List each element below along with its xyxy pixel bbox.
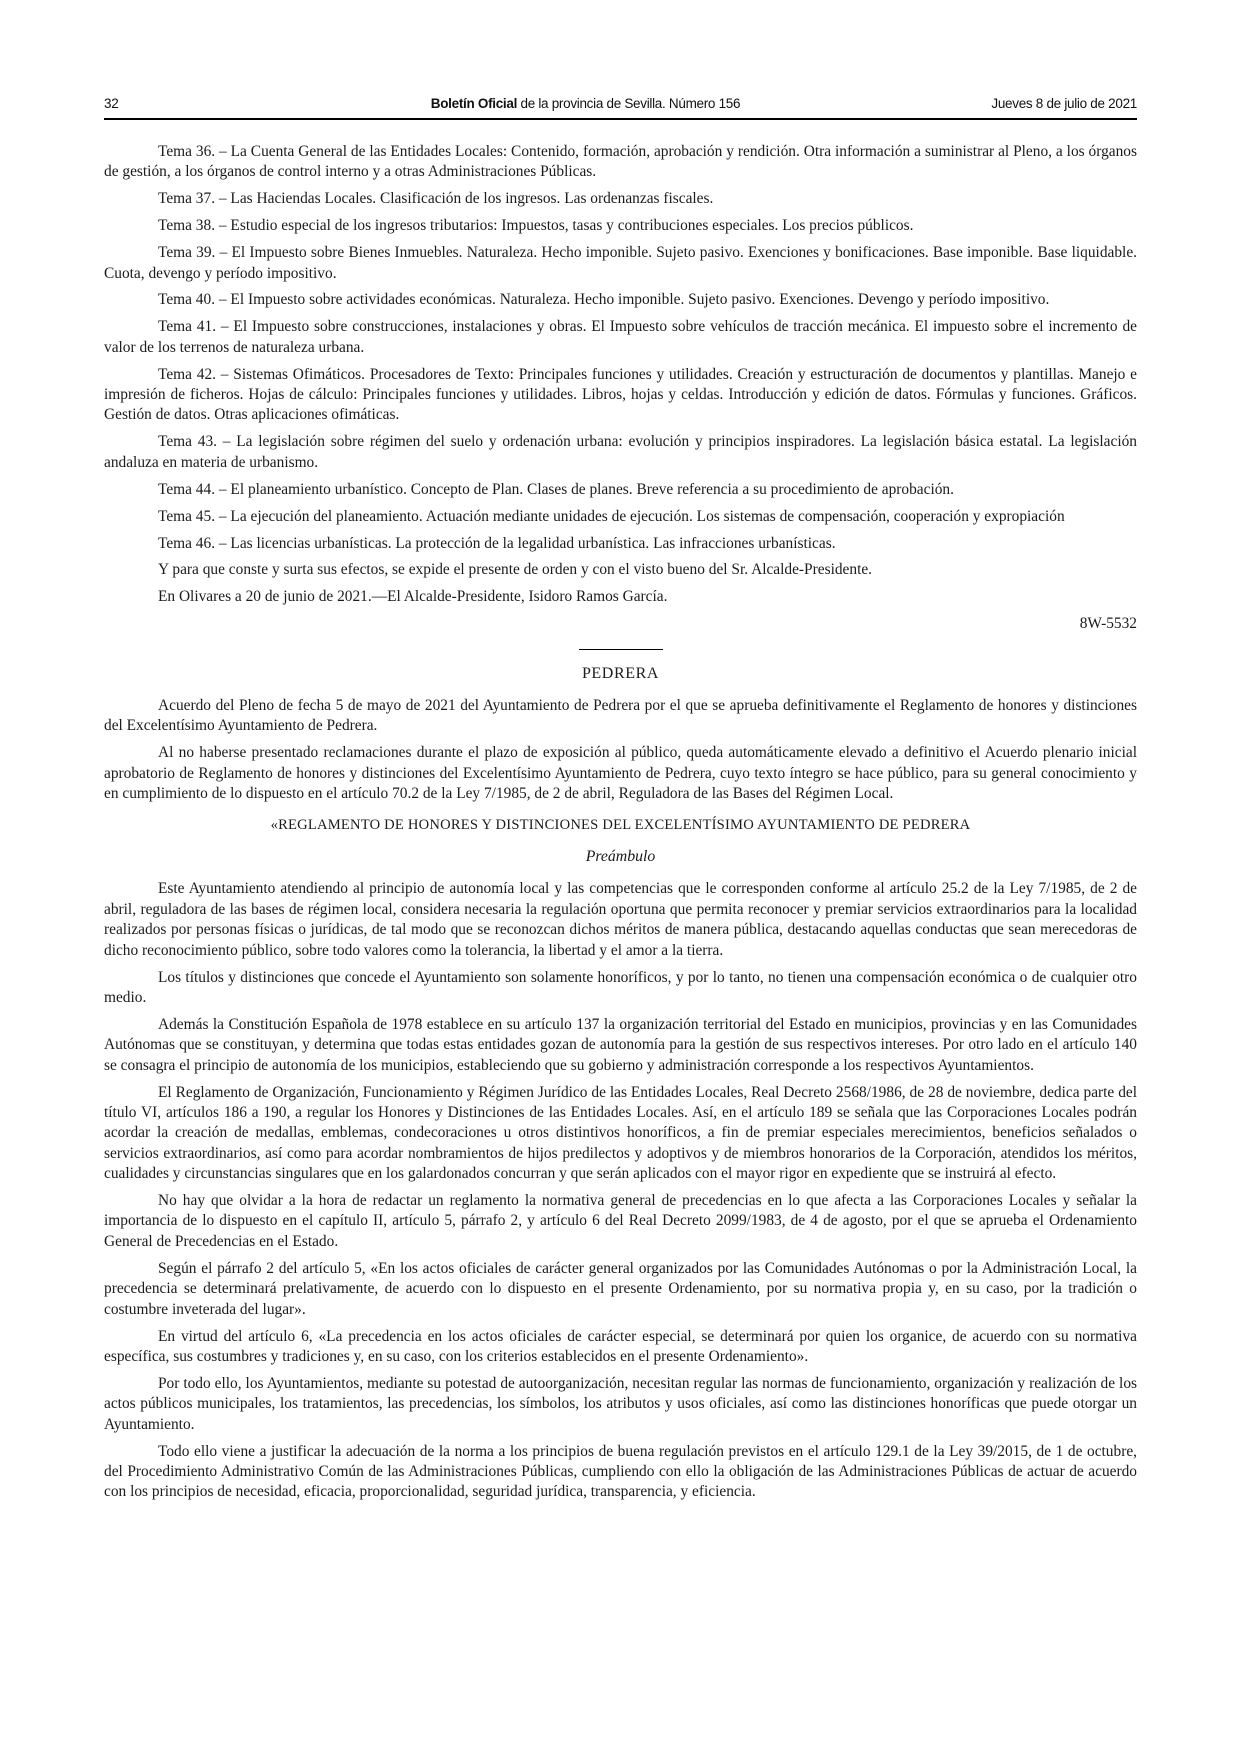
preamble-paragraph: Según el párrafo 2 del artículo 5, «En los actos oficiales de carácter general organizados por las Comunidades Autónomas o por la Administración Local, la precedencia se determinará prelativamente, de acuerdo con lo dispuesto en el presente Ordenamiento, por su normativa propia y, en su caso, por la tradición o costumbre inveterada del lugar». [104,1259,1137,1318]
tema-paragraph: Tema 40. – El Impuesto sobre actividades económicas. Naturaleza. Hecho imponible. Sujeto pasivo. Exenciones. Devengo y período impositivo. [158,291,1050,309]
preamble-heading: Preámbulo [585,847,656,865]
document-body [104,142,1137,1503]
closing-paragraph: Y para que conste y surta sus efectos, se expide el presente de orden y con el visto bueno del Sr. Alcalde-Presidente. [158,561,873,579]
tema-paragraph: Tema 42. – Sistemas Ofimáticos. Procesadores de Texto: Principales funciones y utilidades. Creación y estructuración de documentos y plantillas. Manejo e impresión de ficheros. Hojas de cálculo: Principales funciones y utilidades. Libros, hojas y celdas. Introducción y edición de datos. Fórmulas y funciones. Gráficos. Gestión de datos. Otras aplicaciones ofimáticas. [104,365,1137,424]
tema-paragraph: Tema 38. – Estudio especial de los ingresos tributarios: Impuestos, tasas y contribuciones especiales. Los precios públicos. [158,217,914,235]
bulletin-subtitle: de la provincia de Sevilla. Número 156 [517,96,741,111]
tema-paragraph: Tema 39. – El Impuesto sobre Bienes Inmuebles. Naturaleza. Hecho imponible. Sujeto pasivo. Exenciones y bonificaciones. Base imponible. Base liquidable. Cuota, devengo y período impositivo. [104,244,1137,282]
section-separator [579,649,663,650]
tema-paragraph: Tema 43. – La legislación sobre régimen del suelo y ordenación urbana: evolución y principios inspiradores. La legislación básica estatal. La legislación andaluza en materia de urbanismo. [104,433,1137,471]
preamble-paragraph: El Reglamento de Organización, Funcionamiento y Régimen Jurídico de las Entidades Locales, Real Decreto 2568/1986, de 28 de noviembre, dedica parte del título VI, artículos 186 a 190, a regular los Honores y Distinciones de las Entidades Locales. Así, en el artículo 189 se señala que las Corporaciones Locales podrán acordar la creación de medallas, emblemas, condecoraciones u otros distintivos honoríficos, a fin de premiar especiales merecimientos, beneficios señalados o servicios extraordinarios, así como para acordar nombramientos de hijos predilectos y adoptivos y de miembros honorarios de la Corporación, atendidos los méritos, cualidades y circunstancias singulares que en los galardonados concurran y que serán aplicados con el mayor rigor en expediente que se instruirá al efecto. [104,1083,1137,1183]
reference-code: 8W-5532 [1079,615,1137,633]
preamble-paragraph: Este Ayuntamiento atendiendo al principio de autonomía local y las competencias que le corresponden conforme al artículo 25.2 de la Ley 7/1985, de 2 de abril, reguladora de las bases de régimen local, considera necesaria la regulación oportuna que permita reconocer y premiar servicios extraordinarios para la localidad realizados por personas físicas o jurídicas, de tal modo que se reconozcan dichos méritos de manera pública, destacando aquellas conductas que sean merecedoras de dicho reconocimiento público, sobre todo valores como la tolerancia, la libertad y el amor a la tierra. [104,880,1137,959]
preamble-paragraph: Todo ello viene a justificar la adecuación de la norma a los principios de buena regulación previstos en el artículo 129.1 de la Ley 39/2015, de 1 de octubre, del Procedimiento Administrativo Común de las Administraciones Públicas, cumpliendo con ello la obligación de las Administraciones Públicas de actuar de acuerdo con los principios de necesidad, eficacia, proporcionalidad, seguridad jurídica, transparencia, y eficiencia. [104,1442,1137,1501]
tema-paragraph: Tema 45. – La ejecución del planeamiento. Actuación mediante unidades de ejecución. Los sistemas de compensación, cooperación y expropiación [158,507,1065,525]
preamble-paragraph: Los títulos y distinciones que concede el Ayuntamiento son solamente honoríficos, y por lo tanto, no tienen una compensación económica o de cualquier otro medio. [104,968,1137,1006]
preamble-paragraph: No hay que olvidar a la hora de redactar un reglamento la normativa general de precedencias en lo que afecta a las Corporaciones Locales y señalar la importancia de lo dispuesto en el capítulo II, artículo 5, párrafo 2, y artículo 6 del Real Decreto 2099/1983, de 4 de agosto, por el que se aprueba el Ordenamiento General de Precedencias en el Estado. [104,1192,1137,1250]
intro-paragraph: Al no haberse presentado reclamaciones durante el plazo de exposición al público, queda automáticamente elevado a definitivo el Acuerdo plenario inicial aprobatorio de Reglamento de honores y distinciones del Excelentísimo Ayuntamiento de Pedrera, cuyo texto íntegro se hace público, para su general conocimiento y en cumplimiento de lo dispuesto en el artículo 70.2 de la Ley 7/1985, de 2 de abril, Reguladora de las Bases del Régimen Local. [104,744,1137,803]
preamble-paragraph: En virtud del artículo 6, «La precedencia en los actos oficiales de carácter especial, se determinará por quien los organice, de acuerdo con su normativa específica, sus costumbres y tradiciones y, en su caso, con los criterios establecidos en el presente Ordenamiento». [104,1327,1137,1365]
page-number: 32 [104,96,119,111]
closing-paragraph: En Olivares a 20 de junio de 2021.—El Alcalde-Presidente, Isidoro Ramos García. [158,588,668,606]
tema-paragraph: Tema 37. – Las Haciendas Locales. Clasificación de los ingresos. Las ordenanzas fiscales. [158,190,714,208]
bulletin-name: Boletín Oficial [430,96,518,111]
regulation-title: «REGLAMENTO DE HONORES Y DISTINCIONES DEL EXCELENTÍSIMO AYUNTAMIENTO DE PEDRERA [270,816,971,833]
municipality-heading: PEDRERA [581,664,660,682]
tema-paragraph: Tema 36. – La Cuenta General de las Entidades Locales: Contenido, formación, aprobación y rendición. Otra información a suministrar al Pleno, a los órganos de gestión, a los órganos de control interno y a otras Administraciones Públicas. [104,143,1137,181]
preamble-paragraph: Además la Constitución Española de 1978 establece en su artículo 137 la organización territorial del Estado en municipios, provincias y en las Comunidades Autónomas que se constituyan, y determina que todas estas entidades gozan de autonomía para la gestión de sus respectivos intereses. Por otro lado en el artículo 140 se consagra el principio de autonomía de los municipios, estableciendo que su gobierno y administración corresponde a los respectivos Ayuntamientos. [104,1015,1137,1074]
intro-paragraph: Acuerdo del Pleno de fecha 5 de mayo de 2021 del Ayuntamiento de Pedrera por el que se aprueba definitivamente el Reglamento de honores y distinciones del Excelentísimo Ayuntamiento de Pedrera. [104,697,1137,735]
tema-paragraph: Tema 46. – Las licencias urbanísticas. La protección de la legalidad urbanística. Las infracciones urbanísticas. [158,534,836,552]
tema-paragraph: Tema 41. – El Impuesto sobre construcciones, instalaciones y obras. El Impuesto sobre vehículos de tracción mecánica. El impuesto sobre el incremento de valor de los terrenos de naturaleza urbana. [104,318,1137,356]
tema-paragraph: Tema 44. – El planeamiento urbanístico. Concepto de Plan. Clases de planes. Breve referencia a su procedimiento de aprobación. [158,480,954,498]
issue-date: Jueves 8 de julio de 2021 [991,96,1137,111]
header-rule [104,118,1137,120]
preamble-paragraph: Por todo ello, los Ayuntamientos, mediante su potestad de autoorganización, necesitan regular las normas de funcionamiento, organización y realización de los actos públicos municipales, los tratamientos, las precedencias, los símbolos, los atributos y usos oficiales, así como las distinciones honoríficas que puede otorgar un Ayuntamiento. [104,1374,1137,1433]
running-header [104,96,1137,111]
bulletin-title [264,96,907,111]
